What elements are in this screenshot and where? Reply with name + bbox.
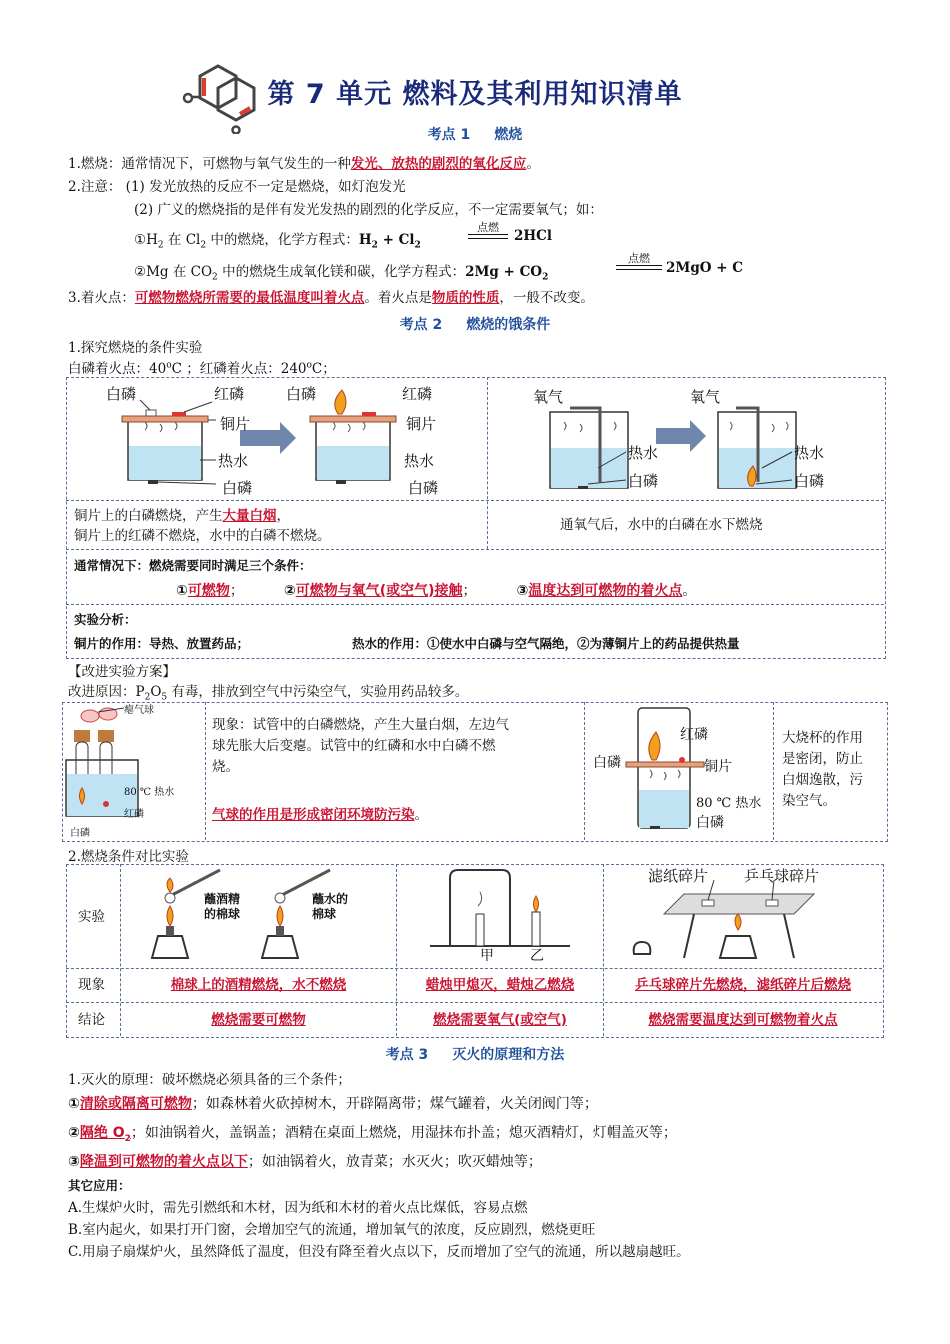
label-copper-plate: 铜片: [220, 415, 251, 433]
conclusion-3: 燃烧需要温度达到可燃物着火点: [648, 1012, 838, 1028]
text: 改进原因：P: [68, 684, 145, 700]
text: ①H: [134, 232, 158, 248]
text: 。: [682, 583, 697, 599]
text: 的棉球: [204, 907, 241, 921]
candle-jar-figure: [420, 866, 580, 952]
subscript: 2: [371, 240, 378, 251]
text: 蘸水的: [312, 892, 349, 906]
superscript: o: [166, 360, 172, 371]
equation-line: [134, 228, 421, 251]
label-red-phosphorus: 红磷: [124, 809, 144, 820]
text: ②: [68, 1125, 80, 1141]
label-alcohol-cotton: [204, 892, 240, 922]
text: 1.燃烧：通常情况下，可燃物与氧气发生的一种: [68, 156, 351, 172]
section-heading-1: [0, 124, 950, 144]
text: 在 Cl: [163, 232, 201, 248]
observation-1: [74, 506, 331, 546]
phenomenon-3: 乒乓球碎片先燃烧，滤纸碎片后燃烧: [635, 977, 851, 993]
text: ；如森林着火砍掉树木，开辟隔离带；煤气罐着，火关闭阀门等；: [191, 1096, 598, 1112]
label-oxygen: 氧气: [533, 388, 564, 406]
highlight: 可燃物与氧气(或空气)接触: [295, 583, 463, 599]
copper-role: 铜片的作用：导热、放置药品；: [74, 636, 250, 651]
text: 。: [526, 156, 540, 172]
phenomenon-2: 蜡烛甲熄灭，蜡烛乙燃烧: [425, 977, 575, 993]
section-number: 考点 2: [399, 317, 443, 333]
label-red-phosphorus: 红磷: [214, 385, 245, 403]
text: H: [358, 232, 372, 248]
label-pingpong: 乒乓球碎片: [744, 867, 820, 885]
text: 有毒，排放到空气中污染空气，实验用药品较多。: [167, 684, 469, 700]
text: ；: [229, 583, 244, 599]
text: 蘸酒精: [204, 892, 241, 906]
label-filter-paper: 滤纸碎片: [648, 867, 709, 885]
superscript: o: [306, 360, 312, 371]
extinguish-principle: 1.灭火的原理：破坏燃烧必须具备的三个条件；: [68, 1072, 351, 1088]
label-white-phosphorus: 白磷: [408, 479, 439, 497]
text: ①: [176, 583, 188, 599]
text: C ；红磷着火点：240: [171, 361, 307, 377]
section-heading-3: [0, 1044, 950, 1064]
text: ②: [283, 583, 296, 599]
label-oxygen: 氧气: [690, 388, 721, 406]
highlight: 发光: [350, 156, 378, 172]
big-beaker-role: [782, 728, 863, 812]
label-white-phosphorus: 白磷: [794, 472, 825, 490]
note-line: 2.注意： (1) 发光放热的反应不一定是燃烧，如灯泡发光: [68, 179, 406, 195]
label-white-phosphorus: 白磷: [696, 815, 724, 831]
application-b: B.室内起火，如果打开门窗，会增加空气的流通，增加氧气的浓度，反应剧烈，燃烧更旺: [68, 1222, 596, 1238]
conclusion-2: 燃烧需要氧气(或空气): [433, 1012, 567, 1028]
conditions-heading: 通常情况下：燃烧需要同时满足三个条件：: [74, 558, 312, 573]
balloon-role: [212, 805, 428, 825]
text: 是密闭，防止: [782, 751, 863, 767]
text: 3.着火点：: [68, 290, 135, 306]
compare-heading: 2.燃烧条件对比实验: [68, 849, 189, 865]
label-hot-water: 热水: [218, 452, 249, 470]
label-copper-plate: 铜片: [704, 759, 732, 775]
text: 现象：试管中的白磷燃烧，产生大量白烟，左边气: [212, 717, 509, 733]
text: 铜片上的白磷燃烧，产生: [74, 508, 223, 524]
equation-product: 2MgO + C: [666, 260, 743, 276]
highlight: 降温到可燃物的着火点以下: [79, 1154, 248, 1170]
label-red-phosphorus: 红磷: [402, 385, 433, 403]
label-copper-plate: 铜片: [406, 415, 437, 433]
highlight: 隔绝 O: [79, 1125, 125, 1141]
application-a: A.生煤炉火时，需先引燃纸和木材，因为纸和木材的着火点比煤低，容易点燃: [68, 1200, 528, 1216]
label-water-cotton: [312, 892, 348, 922]
text: 。着火点是: [364, 290, 432, 306]
text: 。: [414, 807, 428, 823]
highlight: 可燃物燃烧所需要的最低温度叫着火点: [134, 290, 365, 306]
row-label-conclusion: 结论: [78, 1012, 105, 1028]
text: 球先胀大后变瘪。试管中的红磷和水中白磷不燃: [212, 738, 496, 754]
application-c: C.用扇子扇煤炉火，虽然降低了温度，但没有降至着火点以下，反而增加了空气的流通，所以越扇越旺。: [68, 1244, 690, 1260]
text: ，一般不改变。: [499, 290, 594, 306]
equation-line: [134, 260, 548, 283]
highlight: 气球的作用是形成密闭环境防污染: [212, 807, 415, 823]
row-label-experiment: 实验: [78, 909, 105, 925]
subscript: 2: [200, 240, 207, 251]
section-name: 灭火的原理和方法: [452, 1047, 565, 1063]
equals-sign: [468, 234, 508, 239]
label-candle-a: 甲: [480, 948, 494, 964]
label-white-phosphorus: 白磷: [593, 755, 621, 771]
other-applications-heading: 其它应用：: [68, 1178, 131, 1193]
subscript: 5: [161, 692, 168, 703]
note-line: (2) 广义的燃烧指的是伴有发光发热的剧烈的化学反应，不一定需要氧气；如：: [134, 202, 603, 218]
label-candle-b: 乙: [530, 948, 544, 964]
hot-water-role: 热水的作用：①使水中白磷与空气隔绝，②为薄铜片上的药品提供热量: [352, 636, 740, 651]
text: ③: [516, 583, 529, 599]
label-hot-water: 热水: [404, 452, 435, 470]
text: ；如油锅着火，盖锅盖；酒精在桌面上燃烧，用湿抹布扑盖；熄灭酒精灯，灯帽盖灭等；: [130, 1125, 677, 1141]
text: 白烟逸散，污: [782, 772, 863, 788]
text: ①: [68, 1096, 80, 1112]
label-white-phosphorus: 白磷: [286, 385, 317, 403]
section-number: 考点 1: [427, 127, 471, 143]
method-3: [68, 1151, 542, 1171]
text: 烧。: [212, 759, 239, 775]
improve-reason: [68, 680, 468, 703]
text: 中的燃烧生成氧化镁和碳，化学方程式：: [217, 264, 466, 280]
improved-observation: [212, 715, 509, 778]
highlight: 温度达到可燃物的着火点: [528, 583, 683, 599]
text: ，: [276, 508, 290, 524]
label-hot-water: 热水: [794, 444, 825, 462]
ignition-point-line: [68, 286, 594, 306]
cotton-ball-figure: [130, 866, 390, 966]
subscript: 2: [542, 272, 549, 283]
label-white-phosphorus: 白磷: [70, 828, 90, 839]
section-number: 考点 3: [385, 1047, 429, 1063]
text: 棉球: [312, 907, 337, 921]
improve-heading: 【改进实验方案】: [68, 664, 176, 680]
label-hot-water-80: 80 ℃ 热水: [124, 787, 175, 798]
highlight: 清除或隔离可燃物: [79, 1096, 192, 1112]
text: 大烧杯的作用: [782, 730, 863, 746]
page-title: 第 7 单元 燃料及其利用知识清单: [267, 79, 683, 110]
method-1: [68, 1093, 598, 1113]
highlight: 大量白烟: [222, 508, 277, 524]
section-name: 燃烧: [494, 127, 523, 143]
method-2: [68, 1122, 677, 1144]
subscript: 2: [414, 240, 421, 251]
text: ；如油锅着火，放青菜；水灭火；吹灭蜡烛等；: [247, 1154, 542, 1170]
section-heading-2: [0, 314, 950, 334]
subscript: 2: [157, 240, 164, 251]
text: 中的燃烧，化学方程式：: [206, 232, 359, 248]
condition-label: 点燃: [628, 252, 650, 265]
label-deflated-balloon: 瘪气球: [124, 705, 154, 716]
text: 白磷着火点：40: [68, 361, 167, 377]
highlight: 、: [377, 156, 392, 172]
label-white-phosphorus: 白磷: [628, 472, 659, 490]
ignition-temps: [68, 357, 336, 377]
text: + Cl: [377, 232, 415, 248]
text: 2Mg + CO: [465, 264, 543, 280]
text: 染空气。: [782, 793, 836, 809]
text: C；: [311, 361, 336, 377]
text: ；: [462, 583, 477, 599]
phenomenon-1: 棉球上的酒精燃烧，水不燃烧: [170, 977, 347, 993]
three-conditions: [176, 581, 696, 601]
section-name: 燃烧的饿条件: [466, 317, 551, 333]
label-white-phosphorus: 白磷: [222, 479, 253, 497]
label-red-phosphorus: 红磷: [680, 727, 708, 743]
label-white-phosphorus: 白磷: [106, 385, 137, 403]
equals-sign: [616, 265, 662, 270]
analysis-heading: 实验分析：: [74, 612, 137, 627]
highlight: 物质的性质: [431, 290, 500, 306]
definition-line: [68, 152, 540, 172]
text: ②Mg 在 CO: [134, 264, 213, 280]
conclusion-1: 燃烧需要可燃物: [211, 1012, 306, 1028]
subscript: 2: [144, 692, 151, 703]
experiment-heading: 1.探究燃烧的条件实验: [68, 340, 203, 356]
observation-2: 通氧气后，水中的白磷在水下燃烧: [560, 517, 763, 533]
subscript: 2: [124, 1133, 131, 1144]
text: O: [150, 684, 162, 700]
text: 铜片上的红磷不燃烧，水中的白磷不燃烧。: [74, 528, 331, 544]
highlight: 放热的剧烈的氧化反应: [391, 156, 527, 172]
subscript: 2: [212, 272, 218, 283]
equation-product: 2HCl: [514, 228, 553, 244]
label-hot-water-80: 80 ℃ 热水: [696, 796, 762, 811]
condition-label: 点燃: [477, 221, 499, 234]
text: ③: [68, 1154, 80, 1170]
label-hot-water: 热水: [628, 444, 659, 462]
highlight: 可燃物: [187, 583, 230, 599]
row-label-phenomenon: 现象: [78, 977, 105, 993]
